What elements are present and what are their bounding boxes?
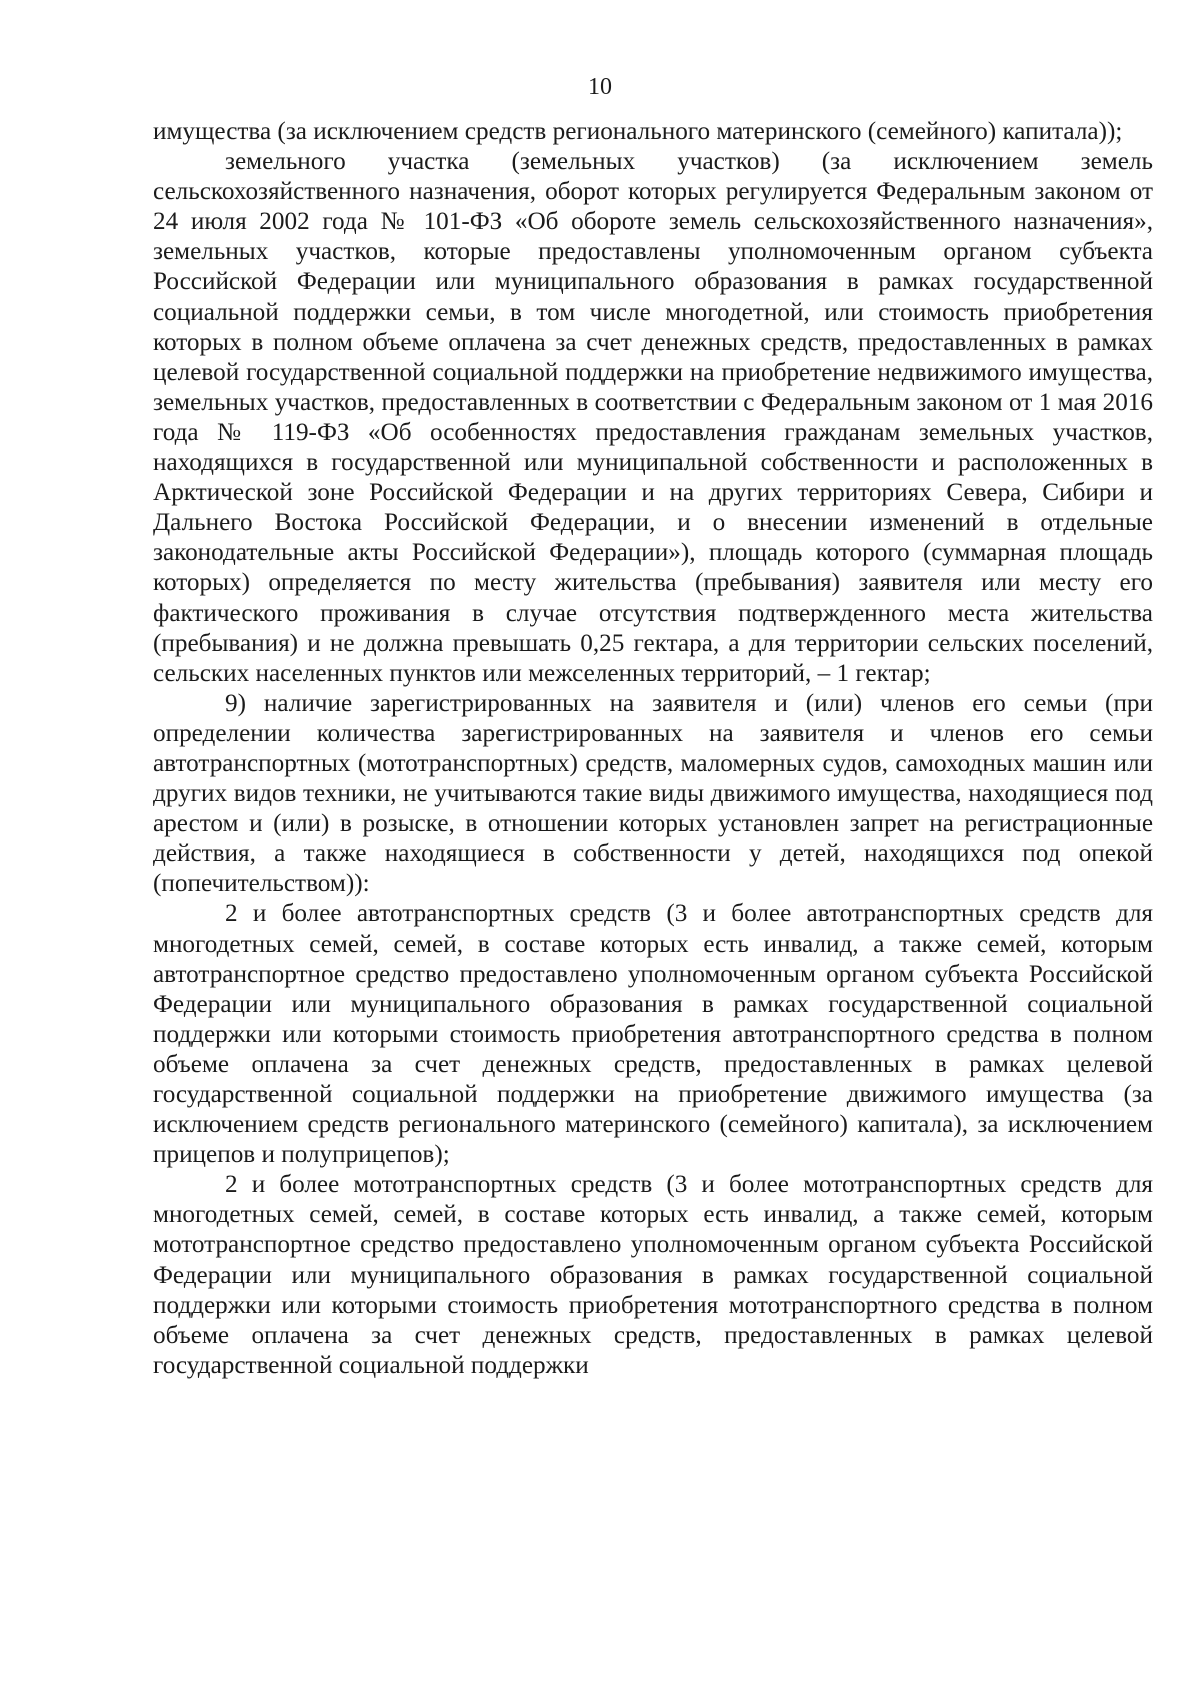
paragraph-motor-vehicles: 2 и более автотранспортных средств (3 и более автотранспортных средств для многодетных семей, семей, в составе которых есть инвалид, а также семей, которым автотранспортное средство предоставлено уполномоченным органом субъекта Российской Федерации или муниципального образования в рамках государственной социальной поддержки или которыми стоимость приобретения автотранспортного средства в полном объеме оплачена за счет денежных средств, предоставленных в рамках целевой государственной социальной поддержки на приобретение движимого имущества (за исключением средств регионального материнского (семейного) капитала), за исключением прицепов и полуприцепов); [153, 900, 1153, 1169]
paragraph-item-9: 9) наличие зарегистрированных на заявителя и (или) членов его семьи (при определении количества зарегистрированных на заявителя и членов его семьи автотранспортных (мототранспортных) средств, маломерных судов, самоходных машин или других видов техники, не учитываются такие виды движимого имущества, находящиеся под арестом и (или) в розыске, в отношении которых установлен запрет на регистрационные действия, а также находящиеся в собственности у детей, находящихся под опекой (попечительством)): [153, 689, 1153, 898]
paragraph-land-plot: земельного участка (земельных участков) (за исключением земель сельскохозяйственного назначения, оборот которых регулируется Федеральным законом от 24 июля 2002 года № 101-ФЗ «Об обороте земель сельскохозяйственного назначения», земельных участков, которые предоставлены уполномоченным органом субъекта Российской Федерации или муниципального образования в рамках государственной социальной поддержки семьи, в том числе многодетной, или стоимость приобретения которых в полном объеме оплачена за счет денежных средств, предоставленных в рамках целевой государственной социальной поддержки на приобретение недвижимого имущества, земельных участков, предоставленных в соответствии с Федеральным законом от 1 мая 2016 года № 119-ФЗ «Об особенностях предоставления гражданам земельных участков, находящихся в государственной или муниципальной собственности и расположенных в Арктической зоне Российской Федерации и на других территориях Севера, Сибири и Дальнего Востока Российской Федерации, и о внесении изменений в отдельные законодательные акты Российской Федерации»), площадь которого (суммарная площадь которых) определяется по месту жительства (пребывания) заявителя или месту его фактического проживания в случае отсутствия подтвержденного места жительства (пребывания) и не должна превышать 0,25 гектара, а для территории сельских поселений, сельских населенных пунктов или межселенных территорий, – 1 гектар; [153, 148, 1153, 687]
paragraph-motorcycles: 2 и более мототранспортных средств (3 и более мототранспортных средств для многодетных семей, семей, в составе которых есть инвалид, а также семей, которым мототранспортное средство предоставлено уполномоченным органом субъекта Российской Федерации или муниципального образования в рамках государственной социальной поддержки или которыми стоимость приобретения мототранспортного средства в полном объеме оплачена за счет денежных средств, предоставленных в рамках целевой государственной социальной поддержки [153, 1171, 1153, 1379]
paragraph-continuation: имущества (за исключением средств регионального материнского (семейного) капитала)); [153, 118, 1123, 145]
page-number: 10 [588, 74, 612, 100]
document-body [153, 117, 1153, 1381]
